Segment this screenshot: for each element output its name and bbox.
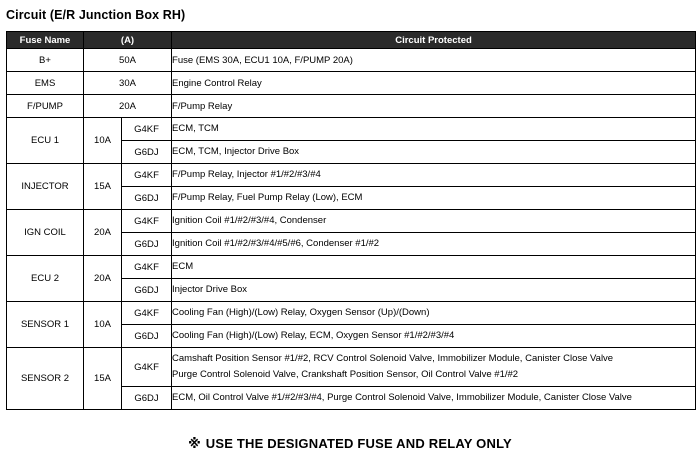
ampere-cell: 15A xyxy=(84,348,122,410)
engine-code-cell: G6DJ xyxy=(122,233,172,256)
engine-code-cell: G6DJ xyxy=(122,325,172,348)
engine-code-cell: G4KF xyxy=(122,210,172,233)
header-ampere: (A) xyxy=(84,32,172,49)
ampere-cell: 50A xyxy=(84,49,172,72)
usage-note xyxy=(0,436,700,452)
circuit-line: F/Pump Relay, Fuel Pump Relay (Low), ECM xyxy=(172,192,363,203)
header-circuit-protected: Circuit Protected xyxy=(172,32,696,49)
fuse-name-cell: ECU 2 xyxy=(7,256,84,302)
fuse-name-cell: F/PUMP xyxy=(7,95,84,118)
table-row xyxy=(7,72,696,95)
fuse-name-cell: SENSOR 1 xyxy=(7,302,84,348)
circuit-cell xyxy=(172,187,696,210)
engine-code-cell: G6DJ xyxy=(122,187,172,210)
ampere-cell: 20A xyxy=(84,210,122,256)
page-title: Circuit (E/R Junction Box RH) xyxy=(6,8,186,22)
engine-code-cell: G4KF xyxy=(122,348,172,387)
engine-code-cell: G4KF xyxy=(122,164,172,187)
fuse-name-cell: INJECTOR xyxy=(7,164,84,210)
engine-code-cell: G4KF xyxy=(122,256,172,279)
engine-code-cell: G6DJ xyxy=(122,279,172,302)
circuit-cell xyxy=(172,164,696,187)
ampere-cell: 10A xyxy=(84,302,122,348)
circuit-line: ECM xyxy=(172,261,194,272)
ampere-cell: 20A xyxy=(84,95,172,118)
circuit-line: Ignition Coil #1/#2/#3/#4, Condenser xyxy=(172,215,327,226)
table-header-row xyxy=(7,32,696,49)
table-row xyxy=(7,302,696,325)
ampere-cell: 30A xyxy=(84,72,172,95)
fuse-name-cell: EMS xyxy=(7,72,84,95)
circuit-cell xyxy=(172,256,696,279)
header-fuse-name: Fuse Name xyxy=(7,32,84,49)
circuit-line: Purge Control Solenoid Valve, Crankshaft Position Sensor, Oil Control Valve #1/#2 xyxy=(172,369,519,380)
circuit-line: Camshaft Position Sensor #1/#2, RCV Control Solenoid Valve, Immobilizer Module, Canister Close Valve xyxy=(172,353,614,364)
table-row xyxy=(7,95,696,118)
engine-code-cell: G4KF xyxy=(122,302,172,325)
table-row xyxy=(7,256,696,279)
ampere-cell: 20A xyxy=(84,256,122,302)
ampere-cell: 15A xyxy=(84,164,122,210)
circuit-cell: Fuse (EMS 30A, ECU1 10A, F/PUMP 20A) xyxy=(172,49,696,72)
circuit-cell xyxy=(172,210,696,233)
note-text: USE THE DESIGNATED FUSE AND RELAY ONLY xyxy=(205,436,512,451)
circuit-line: Cooling Fan (High)/(Low) Relay, Oxygen Sensor (Up)/(Down) xyxy=(172,307,430,318)
circuit-cell xyxy=(172,387,696,410)
engine-code-cell: G6DJ xyxy=(122,141,172,164)
circuit-line: ECM, TCM, Injector Drive Box xyxy=(172,146,300,157)
fuse-name-cell: B+ xyxy=(7,49,84,72)
circuit-line: Cooling Fan (High)/(Low) Relay, ECM, Oxygen Sensor #1/#2/#3/#4 xyxy=(172,330,455,341)
circuit-line: Ignition Coil #1/#2/#3/#4/#5/#6, Condenser #1/#2 xyxy=(172,238,380,249)
circuit-cell xyxy=(172,302,696,325)
circuit-cell xyxy=(172,118,696,141)
circuit-cell xyxy=(172,141,696,164)
circuit-cell xyxy=(172,325,696,348)
circuit-cell: Engine Control Relay xyxy=(172,72,696,95)
engine-code-cell: G6DJ xyxy=(122,387,172,410)
circuit-cell xyxy=(172,348,696,387)
circuit-line: ECM, Oil Control Valve #1/#2/#3/#4, Purge Control Solenoid Valve, Immobilizer Module, Canister Close Valve xyxy=(172,392,632,403)
fuse-name-cell: IGN COIL xyxy=(7,210,84,256)
circuit-cell: F/Pump Relay xyxy=(172,95,696,118)
ampere-cell: 10A xyxy=(84,118,122,164)
fuse-name-cell: ECU 1 xyxy=(7,118,84,164)
circuit-cell xyxy=(172,279,696,302)
circuit-line: F/Pump Relay, Injector #1/#2/#3/#4 xyxy=(172,169,321,180)
reference-mark-icon: ※ xyxy=(188,436,201,451)
fuse-table xyxy=(6,31,696,410)
circuit-line: ECM, TCM xyxy=(172,123,219,134)
fuse-name-cell: SENSOR 2 xyxy=(7,348,84,410)
table-row xyxy=(7,164,696,187)
table-row xyxy=(7,118,696,141)
table-row xyxy=(7,348,696,387)
fuse-table-body xyxy=(7,49,696,410)
engine-code-cell: G4KF xyxy=(122,118,172,141)
circuit-line: Injector Drive Box xyxy=(172,284,247,295)
table-row xyxy=(7,210,696,233)
circuit-cell xyxy=(172,233,696,256)
table-row xyxy=(7,49,696,72)
